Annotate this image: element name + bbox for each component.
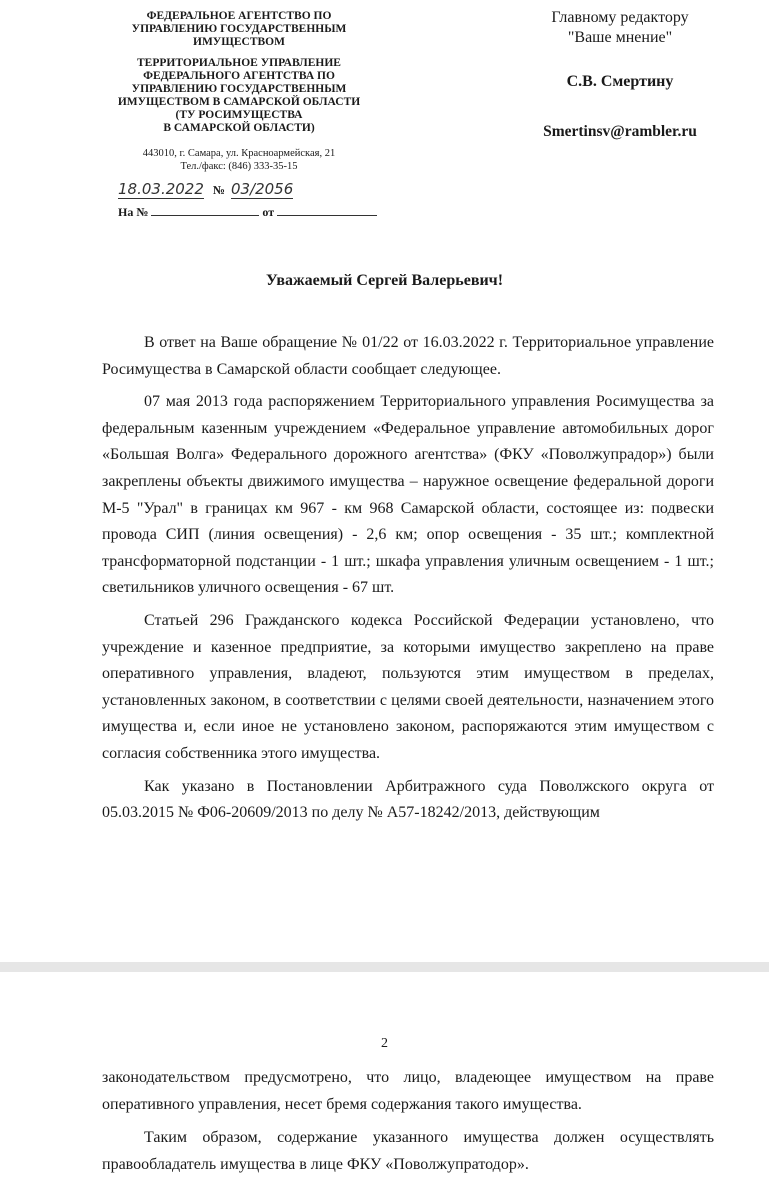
- letter-body-continued: [102, 1064, 714, 1184]
- registration-number: 03/2056: [230, 180, 294, 198]
- registration-date: 18.03.2022: [118, 180, 204, 198]
- department-name: ТЕРРИТОРИАЛЬНОЕ УПРАВЛЕНИЕ ФЕДЕРАЛЬНОГО АГЕНТСТВА ПО УПРАВЛЕНИЮ ГОСУДАРСТВЕННЫМ ИМУЩЕСТВОМ В САМАРСКОЙ ОБЛАСТИ (ТУ РОСИМУЩЕСТВА В САМАРСКОЙ ОБЛАСТИ): [117, 57, 361, 134]
- page-number: 2: [381, 1036, 388, 1051]
- agency-name: ФЕДЕРАЛЬНОЕ АГЕНТСТВО ПО УПРАВЛЕНИЮ ГОСУДАРСТВЕННЫМ ИМУЩЕСТВОМ: [131, 10, 347, 48]
- paragraph: Как указано в Постановлении Арбитражного суда Поволжского округа от 05.03.2015 № Ф06-20609/2013 по делу № А57-18242/2013, действующим: [102, 777, 714, 822]
- paragraph: В ответ на Ваше обращение № 01/22 от 16.03.2022 г. Территориальное управление Росимущества в Самарской области сообщает следующее.: [102, 334, 714, 378]
- addressee-email: Smertinsv@rambler.ru: [543, 123, 697, 140]
- salutation: Уважаемый Сергей Валерьевич!: [265, 272, 504, 289]
- letter-body: [102, 330, 714, 833]
- paragraph: Таким образом, содержание указанного имущества должен осуществлять правообладатель имущества в лице ФКУ «Поволжупратодор».: [102, 1129, 714, 1173]
- sender-address: 443010, г. Самара, ул. Красноармейская, 21 Тел./факс: (846) 333-35-15: [142, 148, 336, 172]
- paragraph: Статьей 296 Гражданского кодекса Российской Федерации установлено, что учреждение и казенное предприятие, за которыми имущество закреплено на праве оперативного управления, владеют, пользуются этим имуществом в пределах, установленных законом, в соответствии с целями своей деятельности, назначением этого имущества и, если иное не установлено законом, распоряжаются этим имуществом с согласия собственника этого имущества.: [102, 611, 714, 762]
- addressee-block: Главному редактору "Ваше мнение" С.В. Смертину Smertinsv@rambler.ru: [520, 8, 720, 142]
- paragraph: законодательством предусмотрено, что лицо, владеющее имуществом на праве оперативного управления, несет бремя содержания такого имущества.: [102, 1069, 714, 1113]
- paragraph: 07 мая 2013 года распоряжением Территориального управления Росимущества за федеральным казенным учреждением «Федеральное управление автомобильных дорог «Большая Волга» Федерального дорожного агентства» (ФКУ «Поволжупрадор») были закреплены объекты движимого имущества – наружное освещение федеральной дороги М-5 "Урал" в границах км 967 - км 968 Самарской области, состоящее из: подвески провода СИП (линия освещения) - 2,6 км; опор освещения - 35 шт.; комплектной трансформаторной подстанции - 1 шт.; шкафа управления уличным освещением - 1 шт.; светильников уличного освещения - 67 шт.: [102, 393, 714, 597]
- sender-block: [108, 10, 370, 173]
- reference-line: На № от: [118, 205, 377, 220]
- registration-line: 18.03.2022 № 03/2056: [118, 180, 294, 198]
- page-separator: [0, 962, 769, 972]
- addressee-name: С.В. Смертину: [566, 73, 674, 90]
